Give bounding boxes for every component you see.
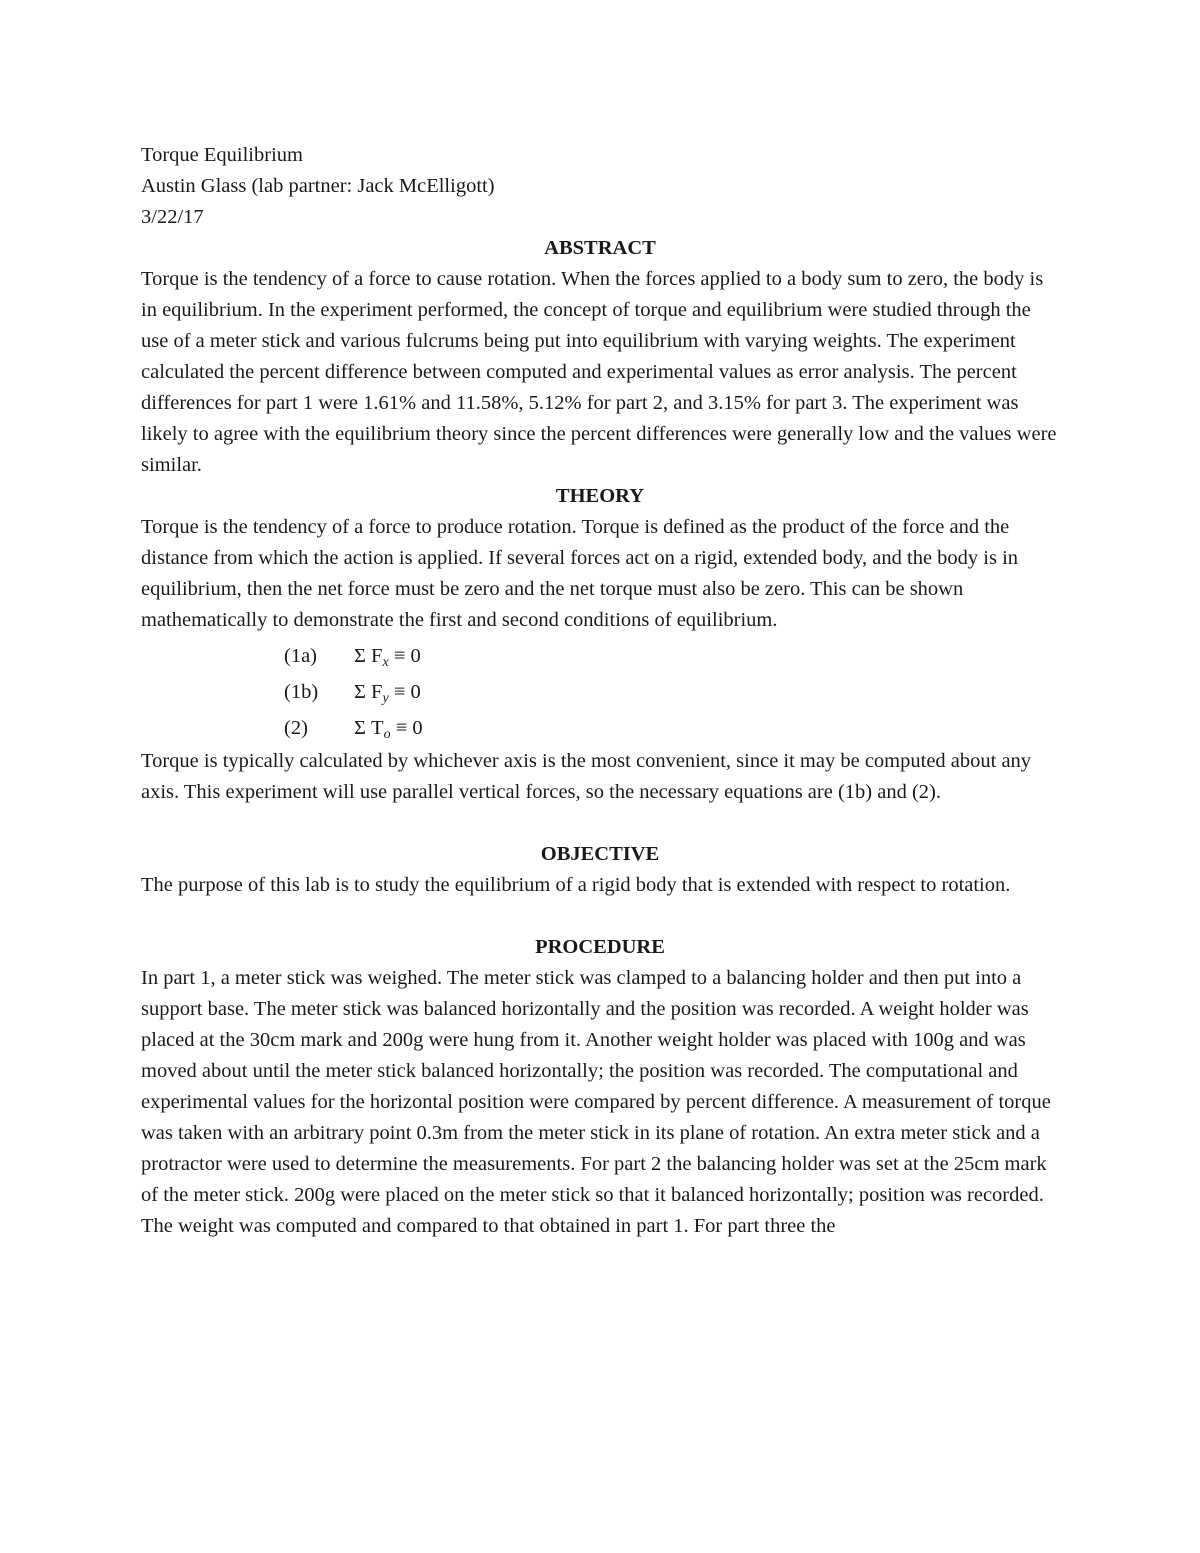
- equation-label: (1b): [284, 681, 319, 703]
- document-title: Torque Equilibrium: [141, 144, 303, 166]
- spacer: [141, 901, 1059, 932]
- equation-1a: [141, 638, 1059, 674]
- date-line: 3/22/17: [141, 206, 204, 228]
- abstract-text: Torque is the tendency of a force to cause rotation. When the forces applied to a body sum to zero, the body is in equilibrium. In the experiment performed, the concept of torque and equilibrium were studied through the use of a meter stick and various fulcrums being put into equilibrium with varying weights. The experiment calculated the percent difference between computed and experimental values as error analysis. The percent differences for part 1 were 1.61% and 11.58%, 5.12% for part 2, and 3.15% for part 3. The experiment was likely to agree with the equilibrium theory since the percent differences were generally low and the values were similar.: [141, 268, 1057, 476]
- theory-text: Torque is the tendency of a force to produce rotation. Torque is defined as the product of the force and the distance from which the action is applied. If several forces act on a rigid, extended body, and the body is in equilibrium, then the net force must be zero and the net torque must also be zero. This can be shown mathematically to demonstrate the first and second conditions of equilibrium.: [141, 516, 1019, 631]
- equation-expression: Σ $T_o \equiv 0$: [354, 717, 423, 742]
- theory-text-after: Torque is typically calculated by whichever axis is the most convenient, since it may be computed about any axis. This experiment will use parallel vertical forces, so the necessary equations are (1b) and (2).: [141, 750, 1032, 803]
- equation-label: (1a): [284, 645, 318, 667]
- abstract-heading: ABSTRACT: [544, 237, 656, 259]
- procedure-heading: PROCEDURE: [535, 936, 665, 958]
- equation-expression: Σ $F_y \equiv 0$: [354, 681, 421, 706]
- objective-heading: OBJECTIVE: [540, 843, 660, 865]
- spacer: [141, 808, 1059, 839]
- theory-heading: THEORY: [555, 485, 645, 507]
- objective-text: The purpose of this lab is to study the equilibrium of a rigid body that is extended with respect to rotation.: [141, 874, 1011, 896]
- author-line: Austin Glass (lab partner: Jack McElligott): [141, 175, 495, 197]
- procedure-text: In part 1, a meter stick was weighed. The meter stick was clamped to a balancing holder and then put into a support base. The meter stick was balanced horizontally and the position was recorded. A weight holder was placed at the 30cm mark and 200g were hung from it. Another weight holder was placed with 100g and was moved about until the meter stick balanced horizontally; the position was recorded. The computational and experimental values for the horizontal position were compared by percent difference. A measurement of torque was taken with an arbitrary point 0.3m from the meter stick in its plane of rotation. An extra meter stick and a protractor were used to determine the measurements. For part 2 the balancing holder was set at the 25cm mark of the meter stick. 200g were placed on the meter stick so that it balanced horizontally; position was recorded. The weight was computed and compared to that obtained in part 1. For part three the: [141, 967, 1051, 1237]
- equation-1b: [141, 674, 1059, 710]
- equation-list: [141, 638, 1059, 746]
- equation-expression: Σ $F_x \equiv 0$: [354, 645, 421, 670]
- equation-2: [141, 710, 1059, 746]
- equation-label: (2): [284, 717, 308, 739]
- document-page: [141, 140, 1059, 1242]
